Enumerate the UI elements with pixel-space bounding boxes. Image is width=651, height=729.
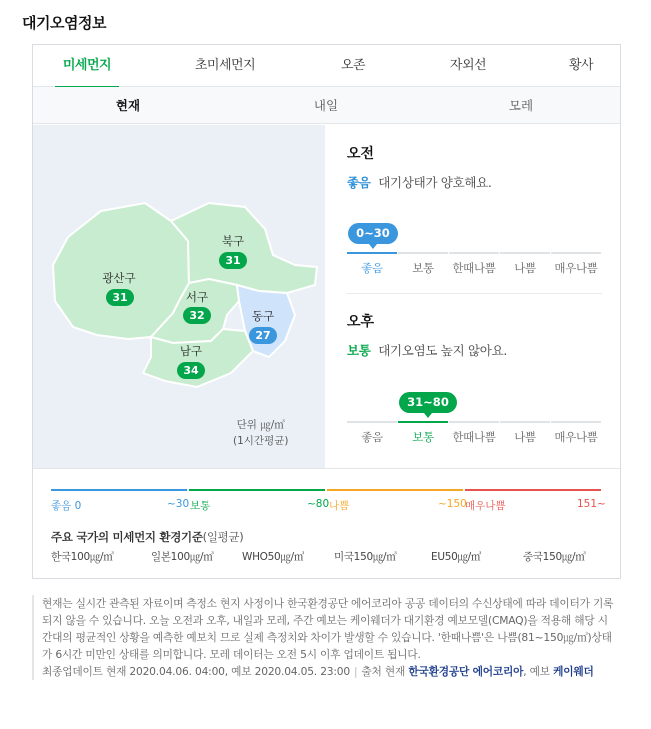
forecast-am-range: 0~30 xyxy=(348,223,398,244)
standard-eu: EU50㎍/㎥ xyxy=(431,551,482,563)
forecast-divider xyxy=(347,293,602,294)
legend-bar-good xyxy=(51,489,187,491)
forecast-pm xyxy=(347,311,602,359)
unit-average-line: (1시간평균) xyxy=(233,435,289,447)
legend-normal-start: 보통 xyxy=(190,500,211,512)
scale-good: 좋음 xyxy=(347,252,397,272)
scale-normal: 보통 xyxy=(398,421,448,441)
district-value-nam: 34 xyxy=(177,362,205,379)
source-prefix: 출처 현재 xyxy=(361,665,406,678)
scale-bad: 나쁨 xyxy=(500,421,550,441)
district-map xyxy=(33,125,325,468)
district-name-nam: 남구 xyxy=(179,344,203,358)
district-name-seo: 서구 xyxy=(185,290,209,304)
legend-bar-very-bad xyxy=(465,489,601,491)
update-time: 최종업데이트 현재 2020.04.06. 04:00, 예보 2020.04.05. 23:00 xyxy=(42,665,351,678)
standard-who: WHO50㎍/㎥ xyxy=(242,551,305,563)
grade-legend xyxy=(33,468,620,579)
forecast-pm-grade: 보통 xyxy=(347,343,371,358)
tab-ozone[interactable]: 오존 xyxy=(340,58,366,73)
standard-title-text: 주요 국가의 미세먼지 환경기준 xyxy=(51,530,203,544)
pollutant-tabs xyxy=(33,45,620,87)
scale-good: 좋음 xyxy=(347,421,397,441)
standard-title-suffix: (일평균) xyxy=(202,530,244,544)
scale-very-bad: 매우나쁨 xyxy=(551,421,601,441)
forecast-pm-desc: 대기오염도 높지 않아요. xyxy=(378,343,508,358)
tab-day-after[interactable]: 모레 xyxy=(508,98,534,113)
forecast-panel xyxy=(325,125,620,468)
scale-bad: 나쁨 xyxy=(500,252,550,272)
forecast-am xyxy=(347,143,602,191)
standard-korea: 한국100㎍/㎥ xyxy=(51,551,114,563)
tab-uv[interactable]: 자외선 xyxy=(449,58,487,73)
district-name-buk: 북구 xyxy=(221,234,245,248)
forecast-pm-range: 31~80 xyxy=(399,392,457,413)
source-kweather-link[interactable]: 케이웨더 xyxy=(553,665,594,678)
district-name-gwangsan: 광산구 xyxy=(102,271,136,285)
district-value-buk: 31 xyxy=(219,252,247,269)
legend-very-bad-start: 매우나쁨 xyxy=(465,500,506,512)
forecast-am-grade: 좋음 xyxy=(347,175,371,190)
page-title: 대기오염정보 xyxy=(22,14,106,32)
day-tabs xyxy=(33,87,620,124)
legend-very-bad-end: 151~ xyxy=(577,498,606,510)
district-value-seo: 32 xyxy=(183,307,211,324)
standard-usa: 미국150㎍/㎥ xyxy=(334,551,397,563)
standard-japan: 일본100㎍/㎥ xyxy=(151,551,214,563)
forecast-am-scale xyxy=(347,252,602,275)
legend-bar-normal xyxy=(189,489,325,491)
data-notice xyxy=(32,595,617,680)
unit-label xyxy=(233,417,288,449)
source-mid: , 예보 xyxy=(523,665,550,678)
forecast-pm-scale xyxy=(347,421,602,444)
unit-line: 단위 ㎍/㎥ xyxy=(236,419,285,431)
standard-china: 중국150㎍/㎥ xyxy=(523,551,586,563)
scale-normal: 보통 xyxy=(398,252,448,272)
notice-text: 현재는 실시간 관측된 자료이며 측정소 현지 사정이나 한국환경공단 에어코리아 공공 데이터의 수신상태에 따라 데이터가 기록되지 않을 수 있습니다. 오늘 오전과 오후, 내일과 모레, 주간 예보는 케이웨더가 대기환경 예보모델(CMAQ)을 적용해 해당 시간대의 평균적인 상황을 예측한 예보치 므로 실제 측정치와 차이가 발생할 수 있습니다. '한때나쁨'은 나쁨(81~150㎍/㎥)상태가 6시간 미만인 상태를 의미합니다. 모레 데이터는 오전 5시 이후 업데이트 됩니다. xyxy=(42,597,614,661)
scale-very-bad: 매우나쁨 xyxy=(551,252,601,272)
tab-fine-dust[interactable]: 미세먼지 xyxy=(55,45,119,87)
district-name-dong: 동구 xyxy=(251,309,275,323)
notice-footer: 최종업데이트 현재 2020.04.06. 04:00, 예보 2020.04.05. 23:00 | 출처 현재 한국환경공단 에어코리아, 예보 케이웨더 xyxy=(42,665,594,678)
source-airkorea-link[interactable]: 한국환경공단 에어코리아 xyxy=(408,665,524,678)
legend-good-end: ~30 xyxy=(167,498,190,510)
forecast-am-title: 오전 xyxy=(347,146,375,162)
forecast-pm-title: 오후 xyxy=(347,314,375,330)
district-value-gwangsan: 31 xyxy=(106,289,134,306)
air-quality-panel xyxy=(32,44,621,579)
legend-bad-start: 나쁨 xyxy=(329,500,350,512)
tab-yellow-dust[interactable]: 황사 xyxy=(568,58,594,73)
forecast-am-desc: 대기상태가 양호해요. xyxy=(378,175,492,190)
tab-ultrafine-dust[interactable]: 초미세먼지 xyxy=(194,58,256,73)
tab-today[interactable]: 현재 xyxy=(115,98,141,113)
standard-title xyxy=(51,529,243,545)
legend-bad-end: ~150 xyxy=(438,498,467,510)
legend-good-start: 좋음 0 xyxy=(51,500,82,512)
tab-tomorrow[interactable]: 내일 xyxy=(313,98,339,113)
district-value-dong: 27 xyxy=(249,327,277,344)
legend-bar-bad xyxy=(327,489,463,491)
legend-normal-end: ~80 xyxy=(307,498,330,510)
scale-briefly-bad: 한때나쁨 xyxy=(449,421,499,441)
scale-briefly-bad: 한때나쁨 xyxy=(449,252,499,272)
